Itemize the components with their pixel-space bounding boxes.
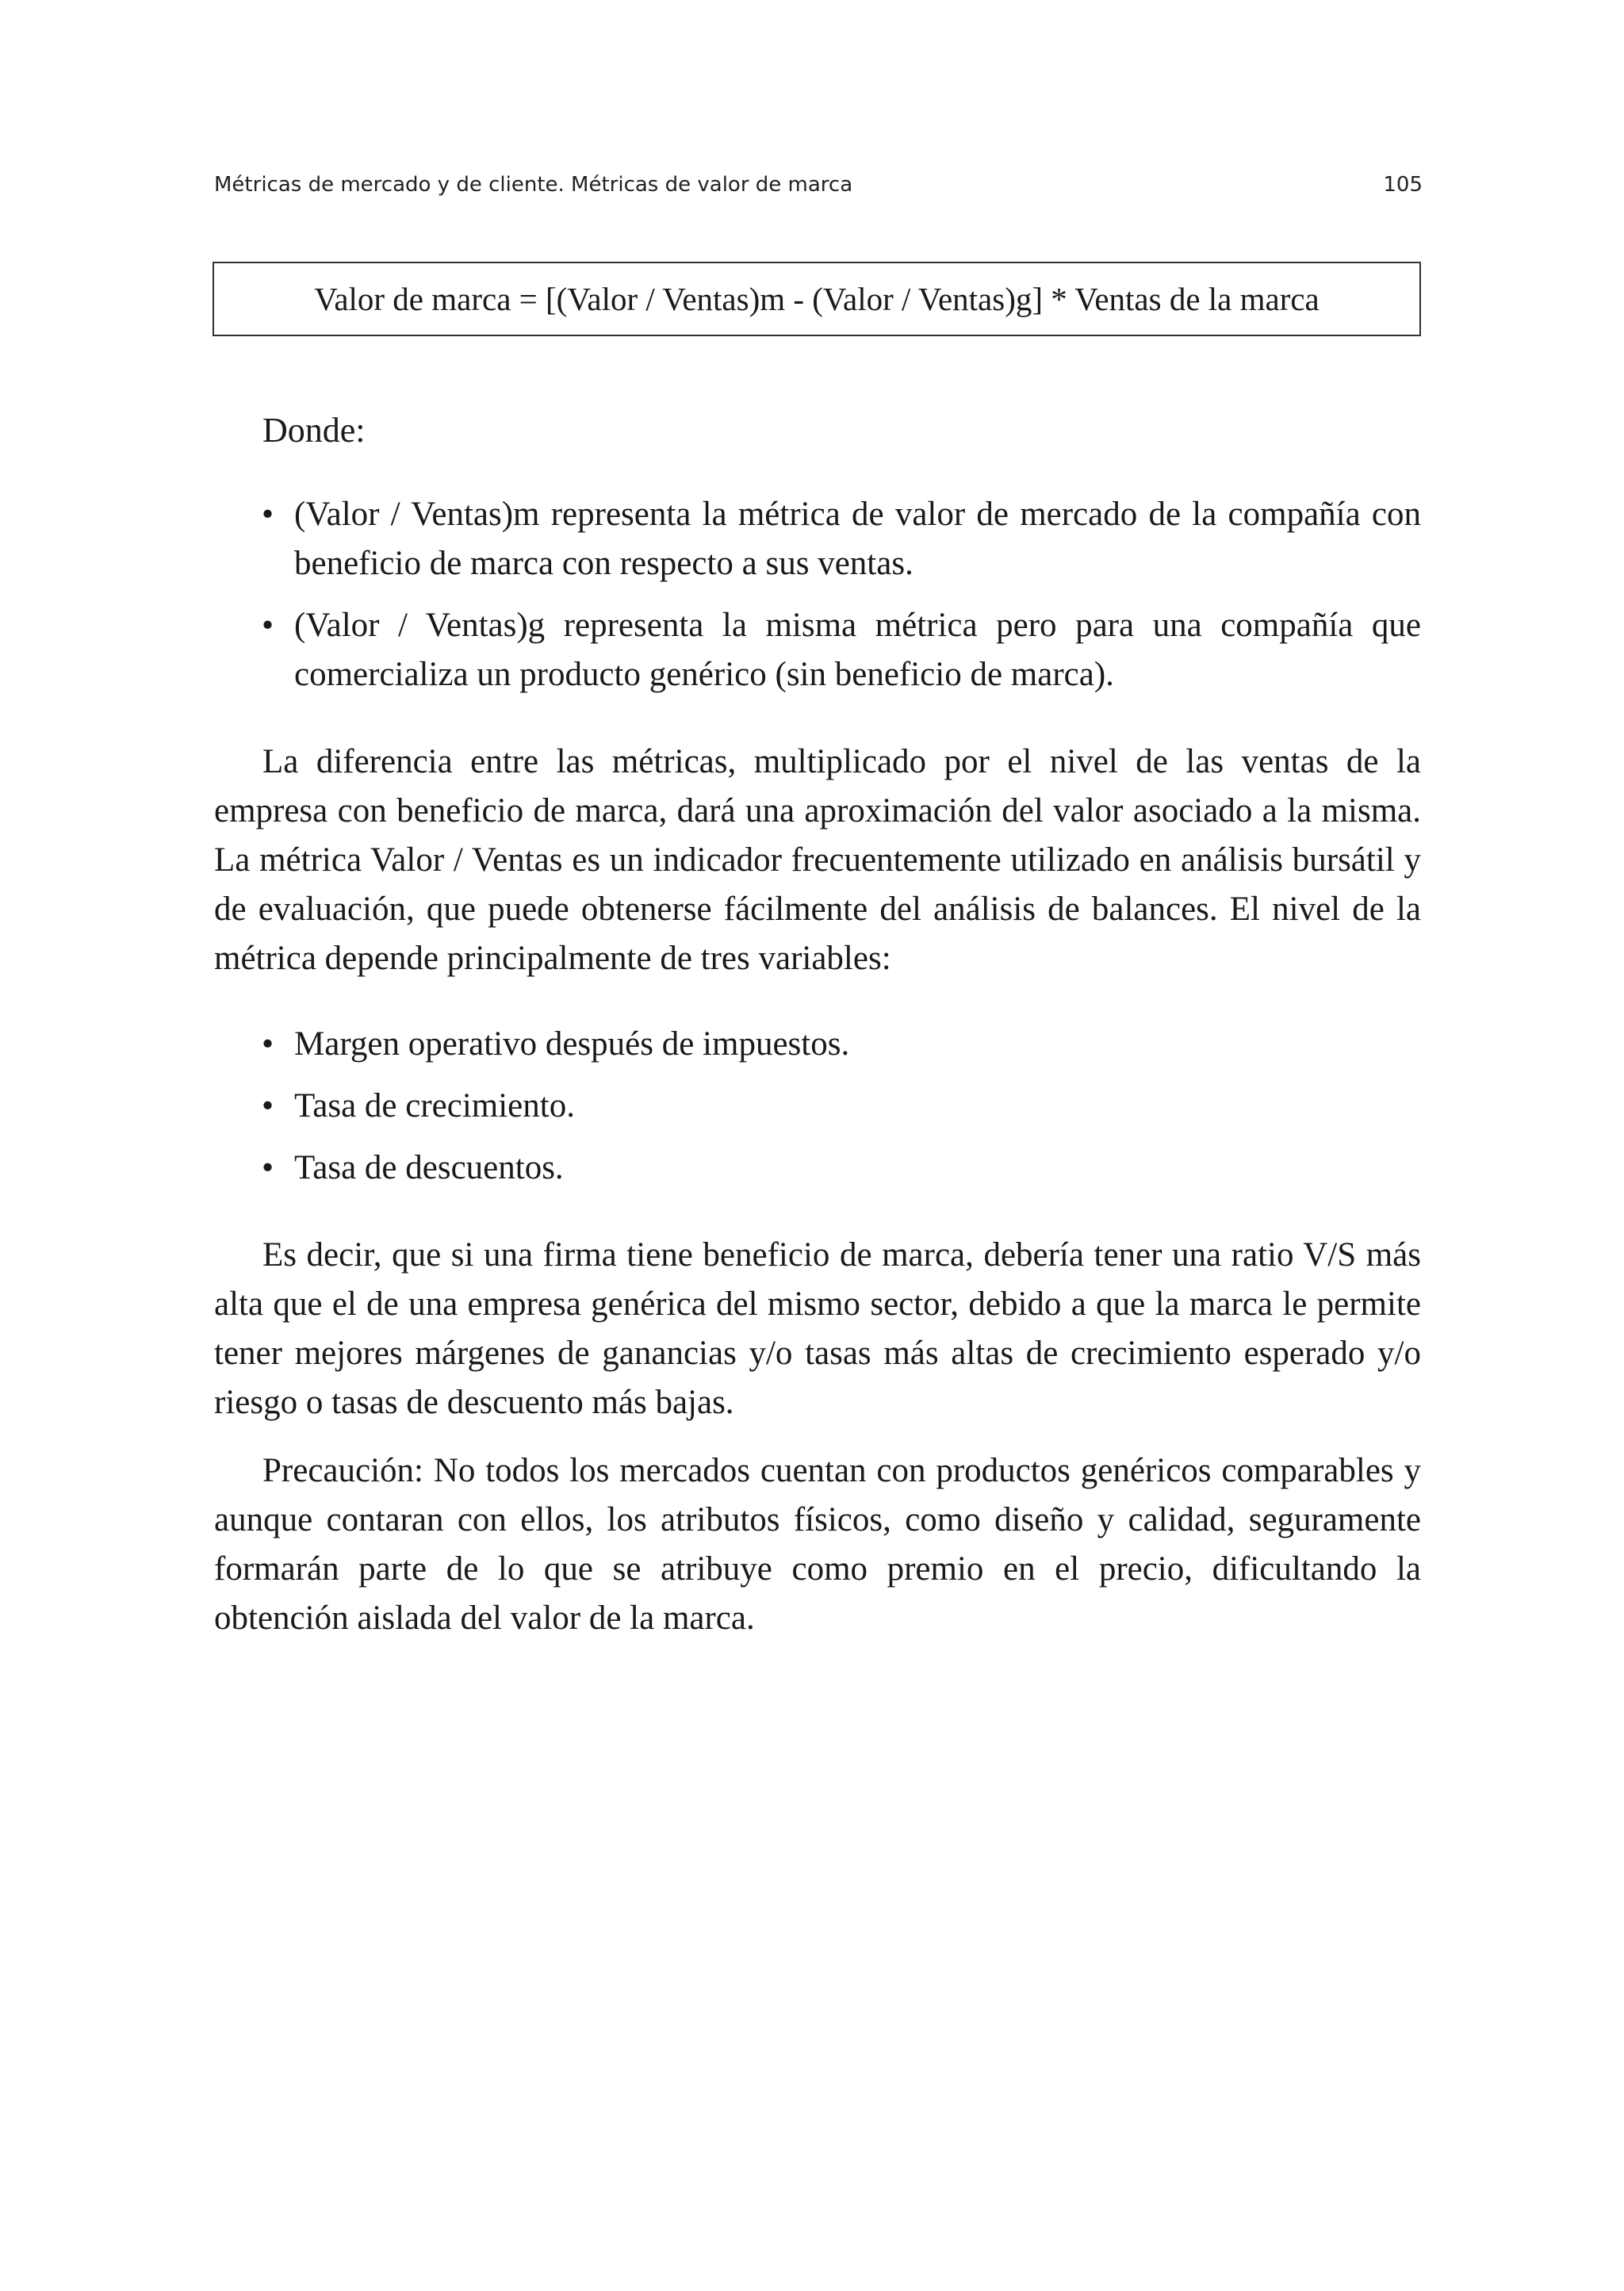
definitions-list: [214, 490, 1421, 699]
bullet-icon: •: [262, 1025, 274, 1063]
paragraph: Precaución: No todos los mercados cuentan con productos genéricos comparables y aunque contaran con ellos, los atributos físicos, como diseño y calidad, seguramente formarán parte de lo que se atribuye como premio en el precio, dificultando la obtención aislada del valor de la marca.: [214, 1452, 1421, 1637]
paragraph: La diferencia entre las métricas, multiplicado por el nivel de las ventas de la empresa con beneficio de marca, dará una aproximación del valor asociado a la misma. La métrica Valor / Ventas es un indicador frecuentemente utilizado en análisis bursátil y de evaluación, que puede obtenerse fácilmente del análisis de balances. El nivel de la métrica depende principalmente de tres variables:: [214, 743, 1421, 977]
bullet-icon: •: [262, 496, 274, 533]
list-item: [214, 601, 1421, 699]
running-header: [214, 173, 1423, 197]
bullet-icon: •: [262, 1087, 274, 1124]
list-item: [214, 1144, 1421, 1193]
paragraph: Es decir, que si una firma tiene beneficio de marca, debería tener una ratio V/S más alta que el de una empresa genérica del mismo sector, debido a que la marca le permite tener mejores márgenes de ganancias y/o tasas más altas de crecimiento esperado y/o riesgo o tasas de descuento más bajas.: [214, 1236, 1421, 1421]
formula-box: [213, 262, 1421, 336]
page-number: 105: [1383, 173, 1423, 197]
list-item-text: Margen operativo después de impuestos.: [294, 1025, 850, 1063]
body-content: [214, 397, 1421, 1643]
variables-list: [214, 1020, 1421, 1193]
list-item-text: (Valor / Ventas)m representa la métrica de valor de mercado de la compañía con beneficio de marca con respecto a sus ventas.: [294, 496, 1421, 582]
list-item-text: Tasa de crecimiento.: [294, 1087, 575, 1124]
running-title: Métricas de mercado y de cliente. Métricas de valor de marca: [214, 173, 853, 197]
list-item: [214, 1082, 1421, 1131]
list-item: [214, 1020, 1421, 1069]
formula-text: Valor de marca = [(Valor / Ventas)m - (Valor / Ventas)g] * Ventas de la marca: [314, 281, 1320, 317]
list-item-text: Tasa de descuentos.: [294, 1149, 564, 1186]
bullet-icon: •: [262, 607, 274, 644]
donde-label: Donde:: [262, 411, 366, 450]
list-item: [214, 490, 1421, 588]
bullet-icon: •: [262, 1149, 274, 1186]
list-item-text: (Valor / Ventas)g representa la misma métrica pero para una compañía que comercializa un producto genérico (sin beneficio de marca).: [294, 607, 1421, 693]
